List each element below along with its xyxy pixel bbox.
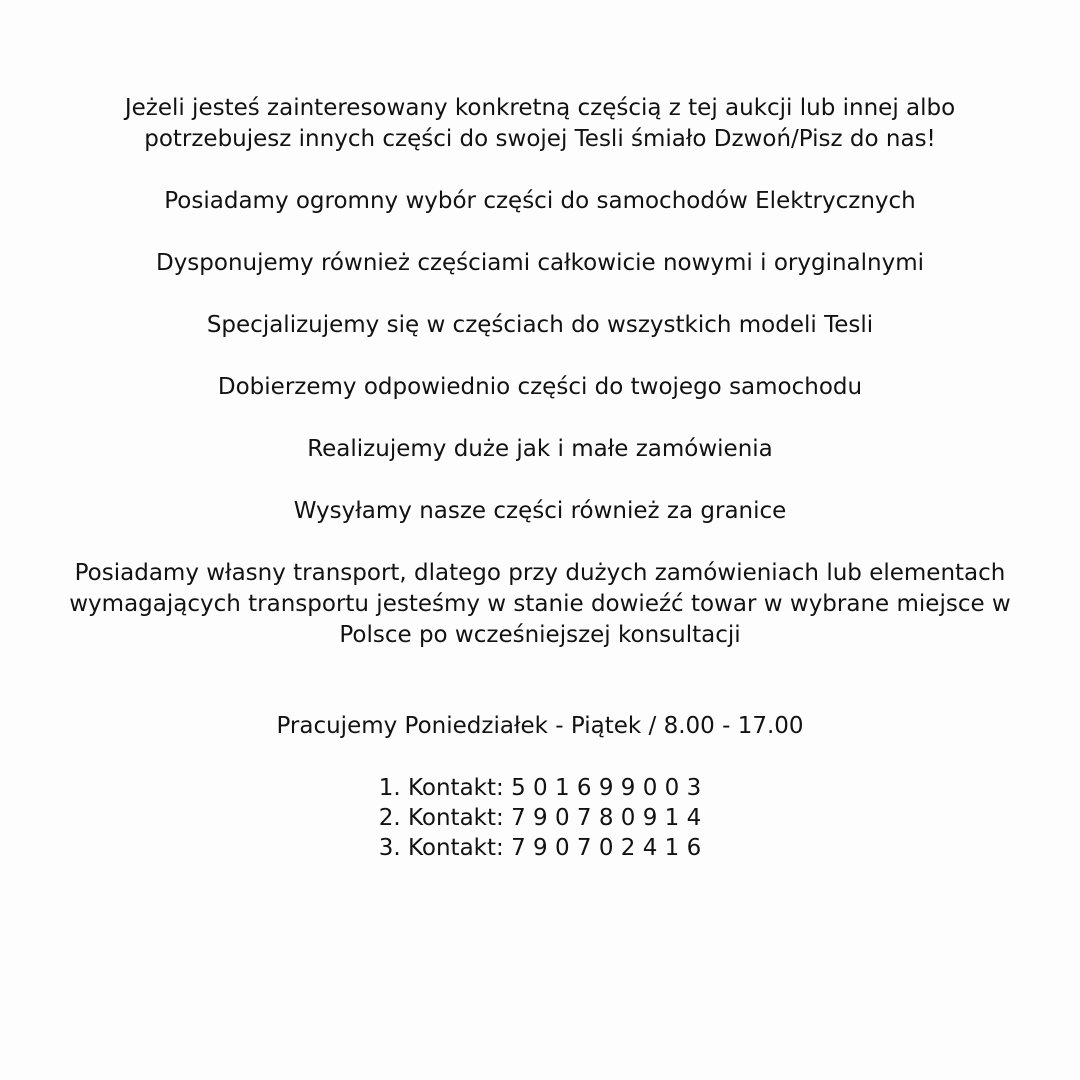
intro-paragraph: Jeżeli jesteś zainteresowany konkretną częścią z tej aukcji lub innej albo potrzebujesz innych części do swojej Tesli śmiało Dzwoń/Pisz do nas!: [124, 95, 956, 152]
feature-line-all-tesla-models: Specjalizujemy się w częściach do wszystkich modeli Tesli: [206, 312, 874, 338]
feature-line-order-sizes: Realizujemy duże jak i małe zamówienia: [307, 436, 773, 462]
feature-line-matching-parts: Dobierzemy odpowiednio części do twojego samochodu: [217, 374, 863, 400]
feature-line-parts-selection: Posiadamy ogromny wybór części do samochodów Elektrycznych: [164, 188, 916, 214]
feature-line-new-original-parts: Dysponujemy również częściami całkowicie nowymi i oryginalnymi: [155, 250, 925, 276]
contact-line-1: 1. Kontakt: 5 0 1 6 9 9 0 0 3: [378, 775, 702, 801]
feature-line-international-shipping: Wysyłamy nasze części również za granice: [293, 498, 787, 524]
contact-line-2: 2. Kontakt: 7 9 0 7 8 0 9 1 4: [378, 805, 702, 831]
contact-list: [55, 773, 1025, 863]
contact-line-3: 3. Kontakt: 7 9 0 7 0 2 4 1 6: [378, 835, 702, 861]
working-hours-line: Pracujemy Poniedziałek - Piątek / 8.00 - 17.00: [276, 713, 804, 739]
transport-paragraph: Posiadamy własny transport, dlatego przy dużych zamówieniach lub elementach wymagających transportu jesteśmy w stanie dowieźć towar w wybrane miejsce w Polsce po wcześniejszej konsultacji: [69, 560, 1011, 648]
